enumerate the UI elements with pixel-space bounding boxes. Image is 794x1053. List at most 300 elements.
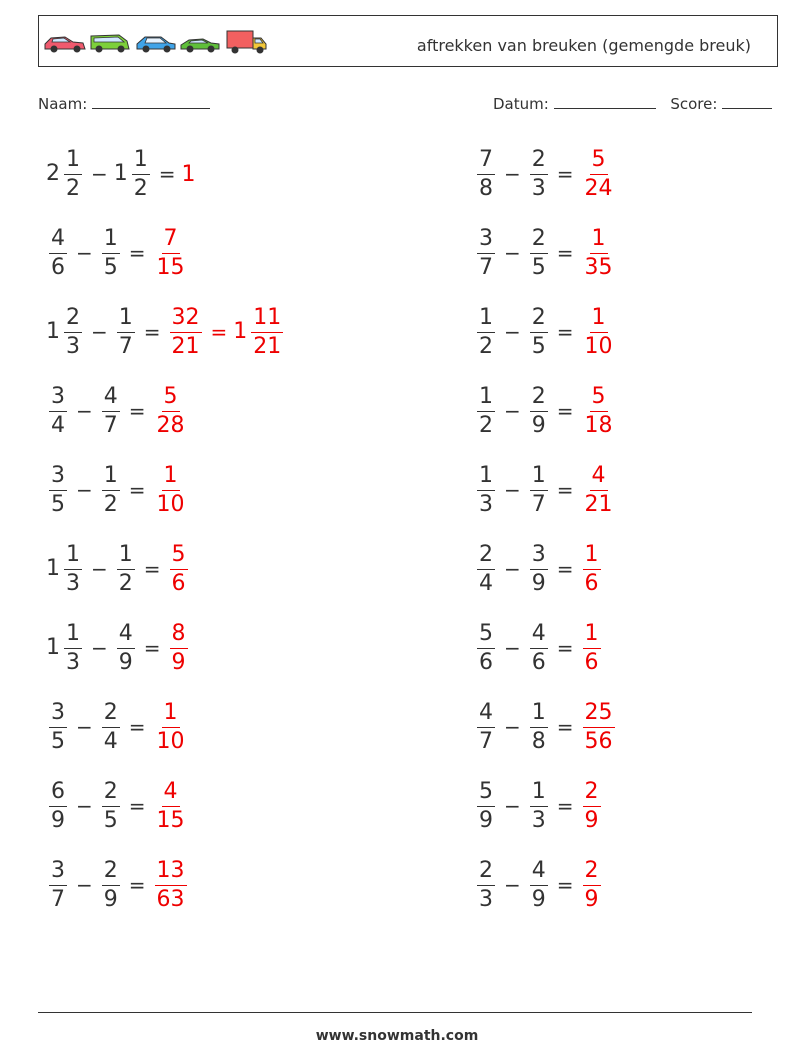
- problem-row: [46, 618, 191, 678]
- subtrahend-denominator: 7: [118, 333, 133, 359]
- subtrahend-denominator: 5: [103, 807, 118, 833]
- answer: [580, 146, 618, 201]
- minuend-fraction: [477, 383, 495, 438]
- minuend-denominator: 7: [51, 886, 65, 912]
- problem-row: [46, 144, 197, 204]
- minuend-fraction: [49, 857, 67, 912]
- subtrahend-fraction: [102, 383, 120, 438]
- minuend-fraction: [477, 541, 495, 596]
- minuend-number: [474, 541, 498, 596]
- answer-fraction: [583, 541, 601, 596]
- minus-sign: −: [76, 478, 93, 502]
- footer-divider: [38, 1012, 752, 1013]
- answer-denominator: 10: [584, 333, 613, 359]
- subtrahend-numerator: 4: [530, 623, 548, 649]
- subtrahend-denominator: 5: [103, 254, 118, 280]
- answer-denominator: 6: [584, 649, 599, 675]
- date-label: Datum:: [493, 95, 549, 113]
- answer: [580, 462, 618, 517]
- answer-fraction: [155, 225, 187, 280]
- subtrahend-number: [114, 620, 138, 675]
- minus-sign: −: [504, 320, 521, 344]
- equals-sign: =: [556, 873, 574, 897]
- problem-row: [46, 460, 190, 520]
- subtrahend-numerator: 1: [117, 307, 135, 333]
- answer-number: [580, 857, 604, 912]
- equals-sign: =: [128, 715, 146, 739]
- subtrahend-fraction: [117, 304, 135, 359]
- minuend-fraction: [477, 620, 495, 675]
- subtrahend-numerator: 2: [102, 702, 120, 728]
- minuend-numerator: 4: [477, 702, 495, 728]
- subtrahend-numerator: 4: [530, 860, 548, 886]
- minuend-fraction: [49, 383, 67, 438]
- minus-sign: −: [504, 715, 521, 739]
- subtrahend-fraction: [132, 146, 150, 201]
- subtrahend-denominator: 9: [103, 886, 118, 912]
- subtrahend-denominator: 7: [531, 491, 546, 517]
- minuend-numerator: 1: [64, 544, 82, 570]
- answer-numerator: 1: [162, 702, 180, 728]
- answer-fraction: [583, 225, 615, 280]
- equals-sign: =: [128, 241, 146, 265]
- subtrahend-fraction: [102, 462, 120, 517]
- minuend-number: [46, 304, 85, 359]
- answer: [152, 462, 190, 517]
- minuend-denominator: 9: [51, 807, 65, 833]
- minuend-number: [474, 225, 498, 280]
- problem-row: [46, 539, 191, 599]
- subtrahend-numerator: 2: [530, 307, 548, 333]
- name-field: [38, 94, 210, 113]
- subtrahend-denominator: 2: [103, 491, 118, 517]
- answer-denominator: 6: [171, 570, 186, 596]
- problem-row: [46, 302, 286, 362]
- minuend-numerator: 4: [49, 228, 67, 254]
- minuend-fraction: [477, 699, 495, 754]
- equals-sign: =: [143, 636, 161, 660]
- minuend-denominator: 5: [51, 728, 65, 754]
- subtrahend-fraction: [530, 541, 548, 596]
- minus-sign: −: [504, 636, 521, 660]
- answer-mixed-whole: 1: [233, 319, 248, 344]
- answer: [580, 225, 618, 280]
- minuend-denominator: 4: [479, 570, 493, 596]
- subtrahend-numerator: 2: [530, 149, 548, 175]
- subtrahend-fraction: [102, 699, 120, 754]
- answer-denominator: 15: [156, 254, 185, 280]
- minuend-numerator: 3: [49, 860, 67, 886]
- minuend-number: [474, 699, 498, 754]
- answer-denominator: 21: [171, 333, 200, 359]
- worksheet-title: aftrekken van breuken (gemengde breuk): [416, 36, 751, 55]
- subtrahend-fraction: [117, 541, 135, 596]
- subtrahend-number: [527, 383, 551, 438]
- answer-denominator: 15: [156, 807, 185, 833]
- subtrahend-denominator: 9: [118, 649, 133, 675]
- minuend-numerator: 5: [477, 781, 495, 807]
- minuend-number: [474, 620, 498, 675]
- answer-fraction: [155, 699, 187, 754]
- minuend-denominator: 2: [479, 333, 493, 359]
- answer-numerator: 5: [590, 149, 608, 175]
- answer-whole: 1: [181, 161, 196, 187]
- subtrahend-denominator: 6: [531, 649, 546, 675]
- answer-fraction: [583, 620, 601, 675]
- minuend-number: [46, 778, 70, 833]
- equals-sign: =: [143, 320, 161, 344]
- answer-denominator: 6: [584, 570, 599, 596]
- subtrahend-number: [527, 462, 551, 517]
- answer-number: [580, 146, 618, 201]
- answer-number: [580, 225, 618, 280]
- equals-sign: =: [128, 873, 146, 897]
- subtrahend-number: [99, 462, 123, 517]
- minus-sign: −: [91, 320, 108, 344]
- minuend-numerator: 1: [64, 149, 82, 175]
- minuend-numerator: 7: [477, 149, 495, 175]
- minuend-fraction: [64, 304, 82, 359]
- minuend-denominator: 8: [479, 175, 493, 201]
- subtrahend-numerator: 2: [102, 781, 120, 807]
- minuend-numerator: 1: [477, 465, 495, 491]
- answer-numerator: 5: [590, 386, 608, 412]
- subtrahend-number: [527, 857, 551, 912]
- score-line[interactable]: [722, 94, 772, 109]
- problem-row: [474, 460, 618, 520]
- answer-numerator: 13: [155, 860, 187, 886]
- problem-row: [474, 381, 618, 441]
- minuend-denominator: 3: [66, 333, 80, 359]
- minus-sign: −: [76, 873, 93, 897]
- subtrahend-numerator: 1: [530, 781, 548, 807]
- answer-numerator: 1: [583, 544, 601, 570]
- score-label: Score:: [670, 95, 718, 113]
- subtrahend-denominator: 9: [531, 570, 546, 596]
- minuend-numerator: 3: [477, 228, 495, 254]
- subtrahend-number: [99, 699, 123, 754]
- minuend-fraction: [64, 146, 82, 201]
- subtrahend-fraction: [530, 225, 548, 280]
- subtrahend-fraction: [530, 699, 548, 754]
- minus-sign: −: [76, 715, 93, 739]
- answer-number: [580, 778, 604, 833]
- answer: [152, 383, 190, 438]
- answer-denominator: 10: [156, 491, 185, 517]
- answer: [580, 778, 604, 833]
- minuend-numerator: 6: [49, 781, 67, 807]
- date-score-field: [493, 94, 772, 113]
- answer-denominator: 10: [156, 728, 185, 754]
- answer-number: [182, 162, 197, 187]
- minuend-numerator: 1: [477, 307, 495, 333]
- subtrahend-numerator: 1: [117, 544, 135, 570]
- minuend-numerator: 3: [49, 702, 67, 728]
- minuend-numerator: 2: [477, 544, 495, 570]
- answer: [152, 857, 190, 912]
- equals-sign: =: [556, 320, 574, 344]
- minuend-fraction: [64, 541, 82, 596]
- answer-fraction: [583, 462, 615, 517]
- answer-fraction: [583, 383, 615, 438]
- answer-numerator: 4: [162, 781, 180, 807]
- subtrahend-numerator: 2: [102, 860, 120, 886]
- subtrahend-denominator: 7: [103, 412, 118, 438]
- answer-number: [580, 699, 618, 754]
- minus-sign: −: [91, 162, 108, 186]
- subtrahend-denominator: 9: [531, 412, 546, 438]
- answer-numerator: 2: [583, 781, 601, 807]
- answer-denominator: 56: [584, 728, 613, 754]
- answer-mixed-fraction: [251, 304, 283, 359]
- answer-number: [167, 541, 191, 596]
- equals-sign: =: [128, 794, 146, 818]
- subtrahend-number: [99, 225, 123, 280]
- minus-sign: −: [504, 557, 521, 581]
- answer: [152, 699, 190, 754]
- answer-numerator: 7: [162, 228, 180, 254]
- answer: [580, 699, 618, 754]
- minus-sign: −: [76, 399, 93, 423]
- problem-row: [474, 697, 618, 757]
- minuend-whole: 1: [46, 319, 60, 344]
- answer: [167, 620, 191, 675]
- answer-fraction: [170, 304, 202, 359]
- subtrahend-denominator: 2: [118, 570, 133, 596]
- header-box: [38, 15, 778, 67]
- answer-numerator: 1: [162, 465, 180, 491]
- answer-fraction: [583, 699, 615, 754]
- minuend-number: [46, 541, 85, 596]
- answer: [152, 225, 190, 280]
- subtrahend-number: [527, 699, 551, 754]
- minuend-fraction: [49, 462, 67, 517]
- subtrahend-number: [527, 778, 551, 833]
- answer-numerator: 5: [170, 544, 188, 570]
- subtrahend-fraction: [102, 857, 120, 912]
- answer: [182, 162, 197, 187]
- answer-numerator: 1: [590, 228, 608, 254]
- problem-row: [474, 776, 604, 836]
- subtrahend-denominator: 9: [531, 886, 546, 912]
- subtrahend-number: [113, 146, 153, 201]
- date-line[interactable]: [554, 94, 656, 109]
- minus-sign: −: [504, 162, 521, 186]
- answer-denominator: 9: [171, 649, 186, 675]
- subtrahend-number: [527, 225, 551, 280]
- minuend-number: [474, 304, 498, 359]
- answer-number: [152, 857, 190, 912]
- subtrahend-fraction: [530, 462, 548, 517]
- answer-number: [167, 304, 205, 359]
- subtrahend-fraction: [117, 620, 135, 675]
- subtrahend-fraction: [530, 857, 548, 912]
- minuend-number: [46, 620, 85, 675]
- answer-fraction: [583, 304, 615, 359]
- minuend-denominator: 3: [479, 886, 493, 912]
- minuend-denominator: 2: [66, 175, 80, 201]
- subtrahend-denominator: 4: [103, 728, 118, 754]
- answer-numerator: 5: [162, 386, 180, 412]
- minuend-fraction: [477, 778, 495, 833]
- minuend-number: [46, 699, 70, 754]
- name-label: Naam:: [38, 95, 88, 113]
- equals-sign: =: [158, 162, 176, 186]
- equals-sign: =: [556, 478, 574, 502]
- equals-sign: =: [556, 162, 574, 186]
- subtrahend-fraction: [530, 620, 548, 675]
- answer-number: [580, 383, 618, 438]
- minuend-whole: 1: [46, 556, 60, 581]
- answer-mixed-numerator: 11: [251, 307, 283, 333]
- minuend-denominator: 9: [479, 807, 493, 833]
- minuend-denominator: 3: [66, 649, 80, 675]
- subtrahend-numerator: 1: [132, 149, 150, 175]
- equals-sign: =: [556, 636, 574, 660]
- answer-number: [152, 699, 190, 754]
- answer: [167, 541, 191, 596]
- problem-row: [474, 539, 604, 599]
- answer-fraction: [170, 620, 188, 675]
- minuend-fraction: [477, 857, 495, 912]
- minus-sign: −: [76, 794, 93, 818]
- minus-sign: −: [76, 241, 93, 265]
- answer-denominator: 18: [584, 412, 613, 438]
- subtrahend-denominator: 8: [531, 728, 546, 754]
- equals-sign: =: [128, 399, 146, 423]
- answer-number: [152, 225, 190, 280]
- minuend-number: [46, 383, 70, 438]
- subtrahend-numerator: 1: [530, 702, 548, 728]
- equals-sign: =: [556, 399, 574, 423]
- subtrahend-denominator: 3: [531, 175, 546, 201]
- subtrahend-fraction: [530, 778, 548, 833]
- answer-number: [580, 304, 618, 359]
- name-line[interactable]: [92, 94, 210, 109]
- subtrahend-numerator: 1: [102, 228, 120, 254]
- minuend-numerator: 1: [477, 386, 495, 412]
- minuend-fraction: [477, 304, 495, 359]
- minuend-numerator: 3: [49, 386, 67, 412]
- answer-number: [580, 620, 604, 675]
- answer: [580, 383, 618, 438]
- answer: [167, 304, 287, 359]
- answer-denominator: 35: [584, 254, 613, 280]
- answer-denominator: 28: [156, 412, 185, 438]
- minus-sign: −: [504, 399, 521, 423]
- answer-fraction: [155, 462, 187, 517]
- equals-sign: =: [556, 241, 574, 265]
- subtrahend-number: [114, 304, 138, 359]
- answer-number: [580, 541, 604, 596]
- answer-fraction: [155, 778, 187, 833]
- minuend-denominator: 3: [479, 491, 493, 517]
- problem-row: [474, 144, 618, 204]
- problem-row: [474, 302, 618, 362]
- subtrahend-fraction: [530, 383, 548, 438]
- minuend-fraction: [49, 225, 67, 280]
- minuend-numerator: 5: [477, 623, 495, 649]
- minuend-fraction: [49, 699, 67, 754]
- minuend-number: [46, 857, 70, 912]
- answer-number: [152, 462, 190, 517]
- subtrahend-fraction: [530, 146, 548, 201]
- minuend-numerator: 3: [49, 465, 67, 491]
- subtrahend-number: [527, 541, 551, 596]
- answer-denominator: 21: [584, 491, 613, 517]
- answer-numerator: 25: [583, 702, 615, 728]
- answer-fraction: [583, 778, 601, 833]
- answer-fraction: [583, 857, 601, 912]
- subtrahend-number: [99, 383, 123, 438]
- minuend-number: [474, 778, 498, 833]
- answer-fraction: [170, 541, 188, 596]
- subtrahend-number: [114, 541, 138, 596]
- answer: [580, 541, 604, 596]
- subtrahend-number: [99, 778, 123, 833]
- cars-icon: [43, 28, 271, 56]
- answer-mixed-number: [233, 304, 286, 359]
- minuend-fraction: [477, 225, 495, 280]
- subtrahend-numerator: 3: [530, 544, 548, 570]
- minuend-fraction: [477, 146, 495, 201]
- problem-row: [46, 381, 190, 441]
- subtrahend-whole: 1: [113, 161, 128, 186]
- equals-sign: =: [556, 715, 574, 739]
- answer-denominator: 9: [584, 807, 599, 833]
- answer-number: [152, 383, 190, 438]
- answer-equals-sign: =: [210, 320, 228, 344]
- problem-row: [474, 223, 618, 283]
- subtrahend-numerator: 2: [530, 228, 548, 254]
- minus-sign: −: [91, 636, 108, 660]
- subtrahend-fraction: [102, 778, 120, 833]
- minuend-denominator: 2: [479, 412, 493, 438]
- subtrahend-fraction: [102, 225, 120, 280]
- minuend-numerator: 1: [64, 623, 82, 649]
- minuend-number: [46, 225, 70, 280]
- minuend-denominator: 6: [51, 254, 65, 280]
- answer-denominator: 63: [156, 886, 185, 912]
- minuend-denominator: 7: [479, 254, 493, 280]
- subtrahend-number: [527, 146, 551, 201]
- subtrahend-numerator: 4: [117, 623, 135, 649]
- answer-number: [152, 778, 190, 833]
- answer-numerator: 8: [170, 623, 188, 649]
- subtrahend-number: [527, 304, 551, 359]
- minuend-number: [46, 146, 85, 201]
- subtrahend-number: [527, 620, 551, 675]
- minuend-number: [474, 383, 498, 438]
- equals-sign: =: [128, 478, 146, 502]
- subtrahend-numerator: 4: [102, 386, 120, 412]
- problem-row: [46, 855, 190, 915]
- minuend-fraction: [477, 462, 495, 517]
- equals-sign: =: [143, 557, 161, 581]
- minus-sign: −: [91, 557, 108, 581]
- minuend-numerator: 2: [477, 860, 495, 886]
- subtrahend-numerator: 2: [530, 386, 548, 412]
- answer-denominator: 9: [584, 886, 599, 912]
- footer-site: www.snowmath.com: [315, 1028, 479, 1044]
- subtrahend-denominator: 2: [133, 175, 148, 201]
- answer: [580, 857, 604, 912]
- answer: [580, 304, 618, 359]
- minuend-number: [474, 462, 498, 517]
- minuend-number: [474, 146, 498, 201]
- minuend-denominator: 3: [66, 570, 80, 596]
- problem-row: [474, 855, 604, 915]
